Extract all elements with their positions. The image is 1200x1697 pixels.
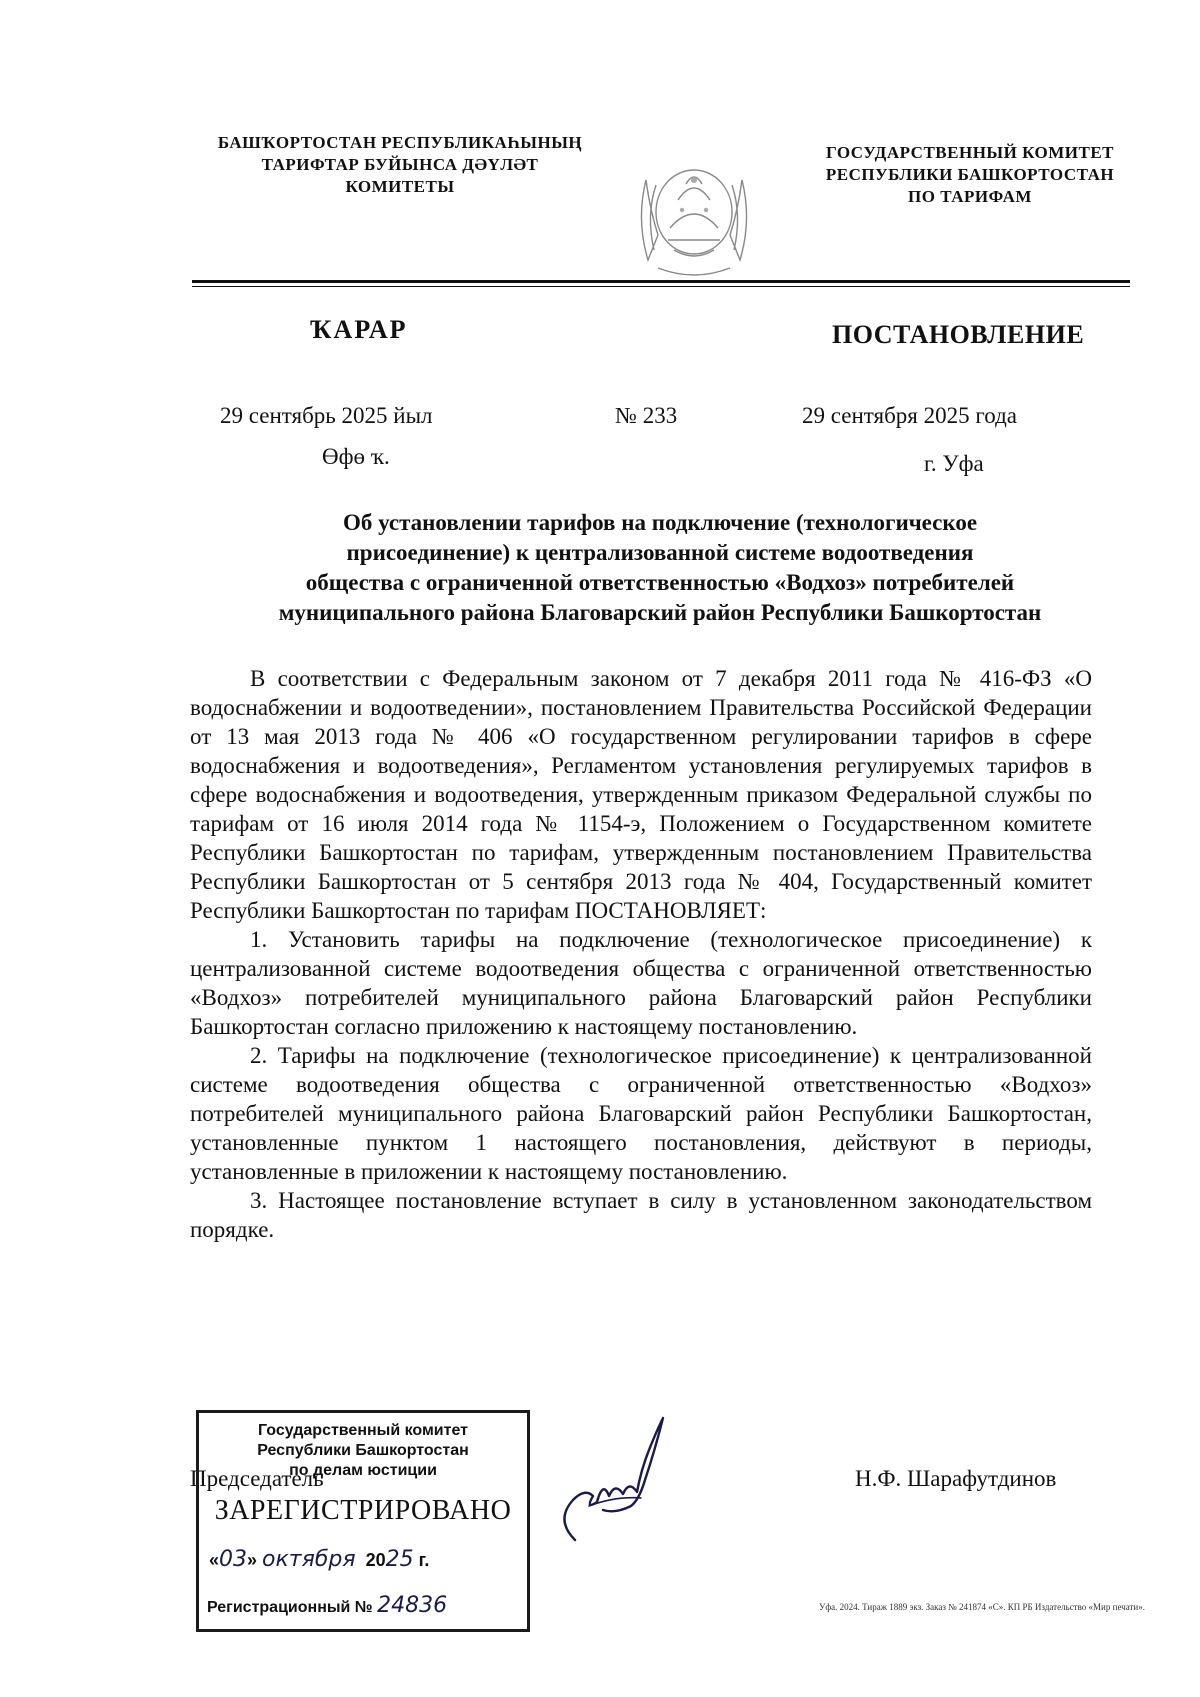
printer-imprint: Уфа. 2024. Тираж 1889 экз. Заказ № 241874 «С». КП РБ Издательство «Мир печати». bbox=[818, 1602, 1145, 1612]
document-number: № 233 bbox=[615, 403, 678, 428]
title-line: муниципального района Благоварский район Республики Башкортостан bbox=[278, 600, 1042, 625]
stamp-date-day: 03 bbox=[219, 1547, 248, 1572]
item-2-paragraph: 2. Тарифы на подключение (технологическое присоединение) к централизованной системе водоотведения общества с ограниченной ответственностью «Водхоз» потребителей муниципального района Благоварский район Республики Башкортостан, установленные пунктом 1 настоящего постановления, действуют в периоды, установленные в приложении к настоящему постановлению. bbox=[190, 1043, 1092, 1184]
document-title bbox=[190, 508, 1130, 628]
signatory-position: Председатель bbox=[190, 1466, 324, 1491]
header-left-line: ТАРИФТАР БУЙЫНСА ДӘҮЛӘТ bbox=[261, 155, 539, 174]
stamp-registered-label: ЗАРЕГИСТРИРОВАНО bbox=[214, 1495, 512, 1526]
place-russian: г. Уфа bbox=[924, 451, 984, 476]
stamp-date-suffix: г. bbox=[418, 1550, 430, 1570]
title-line: Об установлении тарифов на подключение (технологическое bbox=[342, 510, 978, 535]
header-divider-thick bbox=[192, 280, 1130, 283]
stamp-org-line: Республики Башкортостан bbox=[257, 1442, 469, 1459]
stamp-date-line: «03» октября 2025 г. bbox=[209, 1547, 430, 1572]
item-1-paragraph: 1. Установить тарифы на подключение (технологическое присоединение) к централизованной системе водоотведения общества с ограниченной ответственностью «Водхоз» потребителей муниципального района Благоварский район Республики Башкортостан согласно приложению к настоящему постановлению. bbox=[190, 927, 1092, 1039]
header-right-line: ПО ТАРИФАМ bbox=[908, 187, 1032, 206]
header-right-line: РЕСПУБЛИКИ БАШКОРТОСТАН bbox=[825, 165, 1115, 184]
doc-type-bashkir: ҠАРАР bbox=[310, 315, 408, 344]
stamp-reg-label: Регистрационный № bbox=[207, 1599, 373, 1616]
document-body bbox=[190, 664, 1092, 1244]
place-bashkir: Өфө ҡ. bbox=[322, 444, 390, 469]
preamble-paragraph: В соответствии с Федеральным законом от 7 декабря 2011 года № 416-ФЗ «О водоснабжении и водоотведении», постановлением Правительства Российской Федерации от 13 мая 2013 года № 406 «О государственном регулировании тарифов в сфере водоснабжения и водоотведения», Регламентом установления регулируемых тарифов в сфере водоснабжения и водоотведения, утвержденным приказом Федеральной службы по тарифам от 16 июля 2014 года № 1154-э, Положением о Государственном комитете Республики Башкортостан по тарифам, утвержденным постановлением Правительства Республики Башкортостан от 5 сентября 2013 года № 404, Государственный комитет Республики Башкортостан по тарифам ПОСТАНОВЛЯЕТ: bbox=[190, 666, 1092, 923]
signatory-name: Н.Ф. Шарафутдинов bbox=[855, 1466, 1057, 1491]
header-right-block bbox=[790, 142, 1150, 208]
title-line: общества с ограниченной ответственностью «Водхоз» потребителей bbox=[305, 570, 1015, 595]
title-line: присоединение) к централизованной системе водоотведения bbox=[346, 540, 974, 565]
stamp-organization bbox=[199, 1421, 527, 1481]
stamp-date-year-suffix: 25 bbox=[385, 1547, 414, 1572]
stamp-reg-number: 24836 bbox=[377, 1593, 448, 1618]
date-russian: 29 сентября 2025 года bbox=[802, 403, 1017, 428]
stamp-org-line: по делам юстиции bbox=[289, 1462, 437, 1479]
stamp-registration-line bbox=[207, 1593, 525, 1618]
stamp-date-month: октября bbox=[262, 1547, 356, 1572]
header-right-line: ГОСУДАРСТВЕННЫЙ КОМИТЕТ bbox=[825, 143, 1114, 162]
stamp-date-year-prefix: 20 bbox=[365, 1550, 386, 1570]
header-left-block bbox=[190, 132, 610, 198]
header-left-line: КОМИТЕТЫ bbox=[345, 177, 455, 196]
header-left-line: БАШҠОРТОСТАН РЕСПУБЛИКАҺЫНЫҢ bbox=[217, 133, 583, 152]
stamp-org-line: Государственный комитет bbox=[258, 1422, 468, 1439]
handwritten-signature bbox=[545, 1410, 695, 1560]
date-bashkir: 29 сентябрь 2025 йыл bbox=[220, 403, 433, 428]
item-3-paragraph: 3. Настоящее постановление вступает в силу в установленном законодательством порядке. bbox=[190, 1188, 1092, 1242]
registration-stamp bbox=[196, 1410, 530, 1632]
doc-type-russian: ПОСТАНОВЛЕНИЕ bbox=[832, 320, 1085, 349]
coat-of-arms-emblem-icon bbox=[628, 140, 760, 290]
header-divider-thin bbox=[192, 286, 1130, 287]
